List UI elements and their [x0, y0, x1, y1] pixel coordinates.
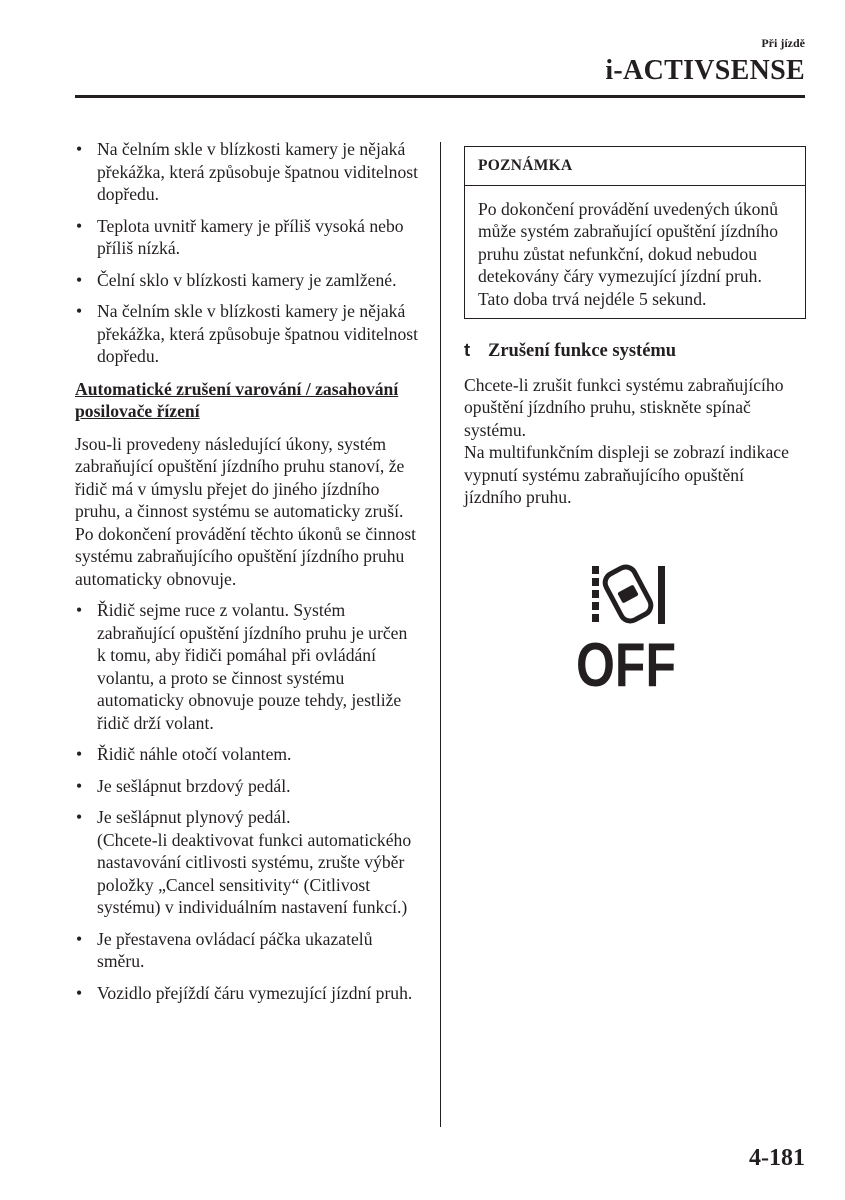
accelerator-line: Je sešlápnut plynový pedál. [97, 807, 291, 827]
header-section-label: Při jízdě [761, 36, 805, 50]
list-item: • Čelní sklo v blízkosti kamery je zamlžené. [75, 269, 420, 292]
body-paragraph: Na multifunkčním displeji se zobrazí indikace vypnutí systému zabraňujícího opuštění jízdního pruhu. [464, 442, 789, 507]
section-title: Zrušení funkce systému [488, 341, 677, 361]
action-list [75, 599, 420, 1004]
section-heading [464, 339, 806, 363]
body-paragraph: Jsou-li provedeny následující úkony, systém zabraňující opuštění jízdního pruhu stanoví, že řidič má v úmyslu přejet do jiného jízdního pruhu, a činnost systému se automaticky zruší. Po dokončení provádění těchto úkonů se činnost systému zabraňujícího opuštění jízdního pruhu automaticky obnovuje. [75, 433, 417, 589]
left-column [75, 138, 420, 1013]
list-item-accelerator [75, 806, 420, 919]
list-item: • Vozidlo přejíždí čáru vymezující jízdní pruh. [75, 982, 420, 1005]
list-item: • Je sešlápnut brzdový pedál. [75, 775, 420, 798]
note-title: POZNÁMKA [465, 147, 805, 186]
body-paragraph: Chcete-li zrušit funkci systému zabraňujícího opuštění jízdního pruhu, stiskněte spínač systému. [464, 374, 784, 440]
list-item: • Teplota uvnitř kamery je příliš vysoká nebo příliš nízká. [75, 215, 420, 260]
list-item: • Na čelním skle v blízkosti kamery je nějaká překážka, která způsobuje špatnou viditelnost dopředu. [75, 138, 420, 206]
right-column [464, 146, 806, 509]
note-text: Po dokončení provádění uvedených úkonů může systém zabraňující opuštění jízdního pruhu zůstat nefunkční, dokud nebudou detekovány čáry vymezující jízdní pruh. [478, 198, 779, 286]
list-item: • Řidič sejme ruce z volantu. Systém zabraňující opuštění jízdního pruhu je určen k tomu, aby řidiči pomáhal při ovládání volantu, a proto se činnost systému automaticky obnovuje pouze tehdy, jestliže řidič drží volant. [75, 599, 420, 734]
condition-list [75, 138, 420, 368]
column-divider [440, 142, 441, 1127]
note-body [465, 186, 805, 319]
page-number: 4-181 [749, 1145, 805, 1171]
header-divider [75, 95, 805, 98]
subheading-auto-cancel: Automatické zrušení varování / zasahování posilovače řízení [75, 378, 399, 421]
section-marker-icon: t [464, 339, 471, 360]
accelerator-note: (Chcete-li deaktivovat funkci automatického nastavování citlivosti systému, zrušte výběr položky „Cancel sensitivity“ (Citlivost systému) v individuálním nastavení funkcí.) [97, 829, 412, 917]
list-item: • Na čelním skle v blízkosti kamery je nějaká překážka, která způsobuje špatnou viditelnost dopředu. [75, 300, 420, 368]
off-label: OFF [576, 631, 676, 700]
note-text-duration: Tato doba trvá nejdéle 5 sekund. [478, 288, 707, 309]
page-title: i-ACTIVSENSE [605, 55, 805, 86]
list-item: • Je přestavena ovládací páčka ukazatelů směru. [75, 928, 420, 973]
note-box [464, 146, 806, 319]
lane-departure-off-icon [570, 560, 682, 700]
list-item: • Řidič náhle otočí volantem. [75, 743, 420, 766]
